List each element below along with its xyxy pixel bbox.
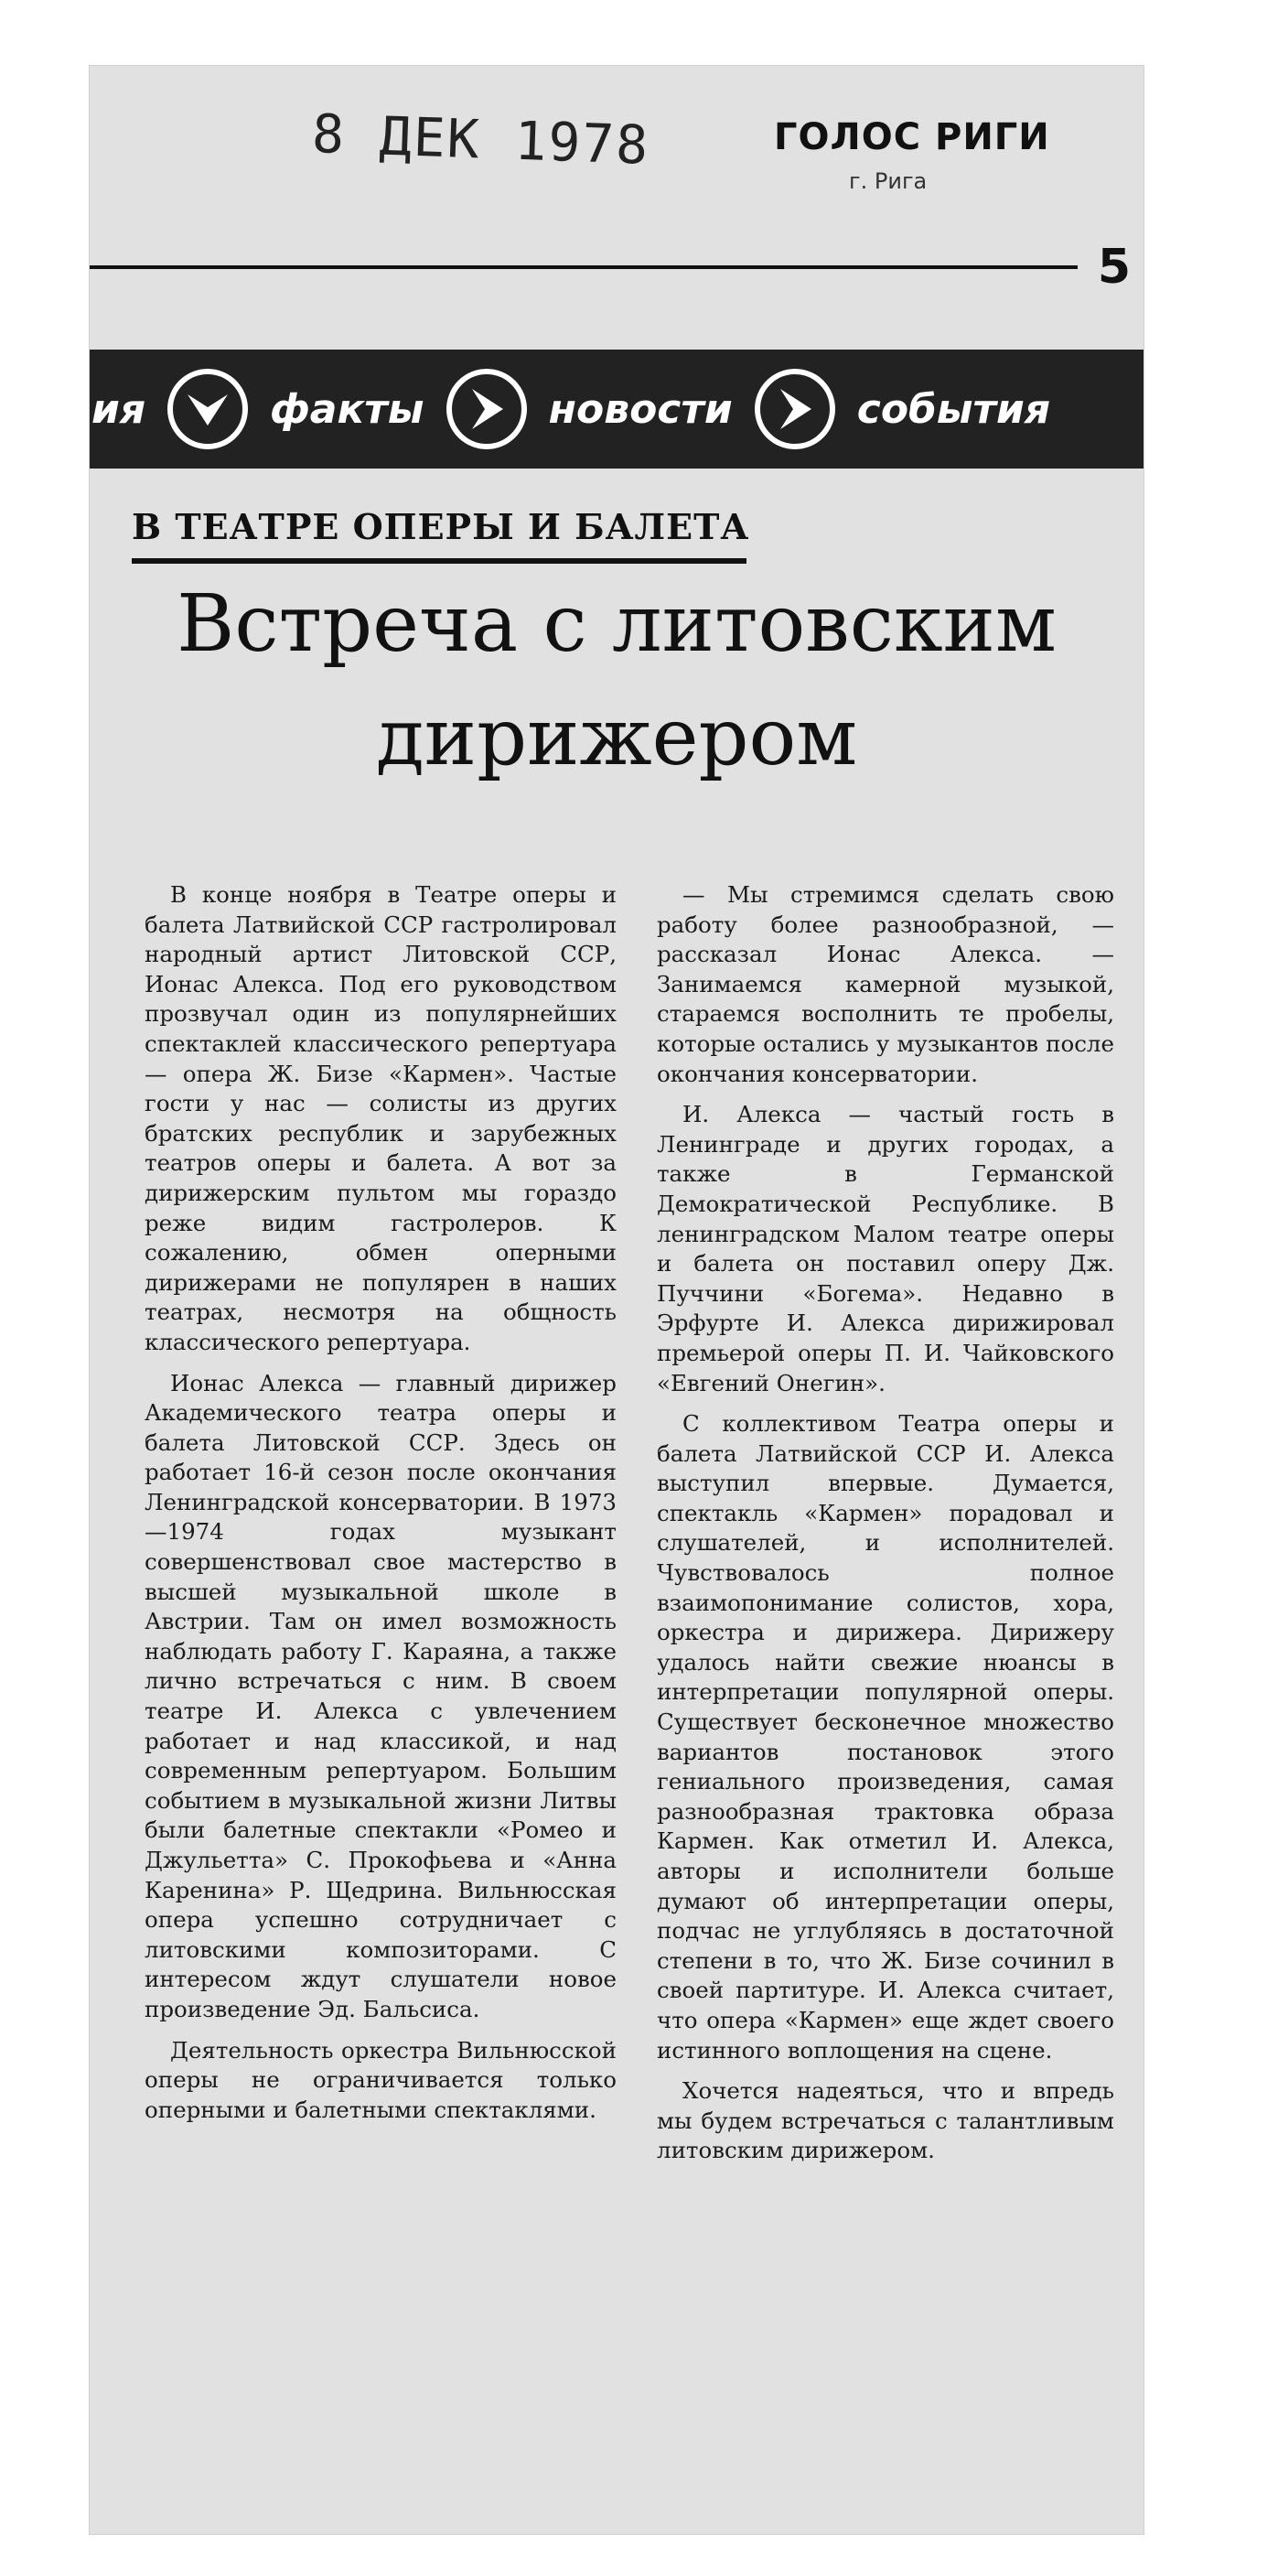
banner-word: факты xyxy=(270,385,424,433)
paragraph: В конце ноября в Театре оперы и балета Латвийской ССР гастролировал народный артист Литовской ССР, Ионас Алекса. Под его руководством прозвучал один из популярнейших спектаклей классического репертуара — опера Ж. Бизе «Кармен». Частые гости у нас — солисты из других братских республик и зарубежных театров оперы и балета. А вот за дирижерским пультом мы гораздо реже видим гастролеров. К сожалению, обмен оперными дирижерами не популярен в наших театрах, несмотря на общность классического репертуара. xyxy=(145,881,617,1355)
paragraph: Хочется надеяться, что и впредь мы будем встречаться с талантливым литовским дирижером. xyxy=(657,2077,1114,2164)
chevron-circle-icon xyxy=(167,369,248,449)
chevron-circle-icon xyxy=(446,369,527,449)
header-rule xyxy=(90,265,1078,269)
newspaper-clipping xyxy=(90,66,1144,2534)
chevron-circle-icon xyxy=(755,369,835,449)
banner-word: новости xyxy=(548,385,733,433)
banner-word: события xyxy=(856,385,1051,433)
article-column-right xyxy=(657,880,1114,2166)
banner-word: ия xyxy=(91,385,146,433)
article-headline: Встреча с литовским дирижером xyxy=(177,578,1057,783)
paragraph: — Мы стремимся сделать свою работу более разнообразной, — рассказал Ионас Алекса. — Занимаемся камерной музыкой, стараемся восполнить те пробелы, которые остались у музыкантов после окончания консерватории. xyxy=(657,881,1114,1087)
date-stamp: 8 ДЕК 1978 xyxy=(310,102,651,177)
section-banner xyxy=(90,350,1144,469)
paragraph: Деятельность оркестра Вильнюсской оперы не ограничивается только оперными и балетными спектаклями. xyxy=(145,2036,617,2123)
page-number: 5 xyxy=(1097,240,1132,295)
paragraph: С коллективом Театра оперы и балета Латвийской ССР И. Алекса выступил впервые. Думается, спектакль «Кармен» порадовал и слушателей, и исполнителей. Чувствовалось полное взаимопонимание солистов, хора, оркестра и дирижера. Дирижеру удалось найти свежие нюансы в интерпретации популярной оперы. Существует бесконечное множество вариантов постановок этого гениального произведения, самая разнообразная трактовка образа Кармен. Как отметил И. Алекса, авторы и исполнители больше думают об интерпретации оперы, подчас не углубляясь в достаточной степени в то, что Ж. Бизе сочинил в своей партитуре. И. Алекса считает, что опера «Кармен» еще ждет своего истинного воплощения на сцене. xyxy=(657,1410,1114,2064)
article-column-left xyxy=(145,880,617,2125)
article-rubric: В ТЕАТРЕ ОПЕРЫ И БАЛЕТА xyxy=(132,506,750,547)
paragraph: Ионас Алекса — главный дирижер Академического театра оперы и балета Литовской ССР. Здесь он работает 16-й сезон после окончания Ленинградской консерватории. В 1973—1974 годах музыкант совершенствовал свое мастерство в высшей музыкальной школе в Австрии. Там он имел возможность наблюдать работу Г. Караяна, а также лично встречаться с ним. В своем театре И. Алекса с увлечением работает и над классикой, и над современным репертуаром. Большим событием в музыкальной жизни Литвы были балетные спектакли «Ромео и Джульетта» С. Прокофьева и «Анна Каренина» Р. Щедрина. Вильнюсская опера успешно сотрудничает с литовскими композиторами. С интересом ждут слушатели новое произведение Эд. Бальсиса. xyxy=(145,1369,617,2022)
paragraph: И. Алекса — частый гость в Ленинграде и других городах, а также в Германской Демократической Республике. В ленинградском Малом театре оперы и балета он поставил оперу Дж. Пуччини «Богема». Недавно в Эрфурте И. Алекса дирижировал премьерой оперы П. И. Чайковского «Евгений Онегин». xyxy=(657,1101,1114,1396)
rubric-underline xyxy=(132,558,746,564)
publication-city: г. Рига xyxy=(849,168,928,194)
publication-name: ГОЛОС РИГИ xyxy=(774,116,1050,158)
